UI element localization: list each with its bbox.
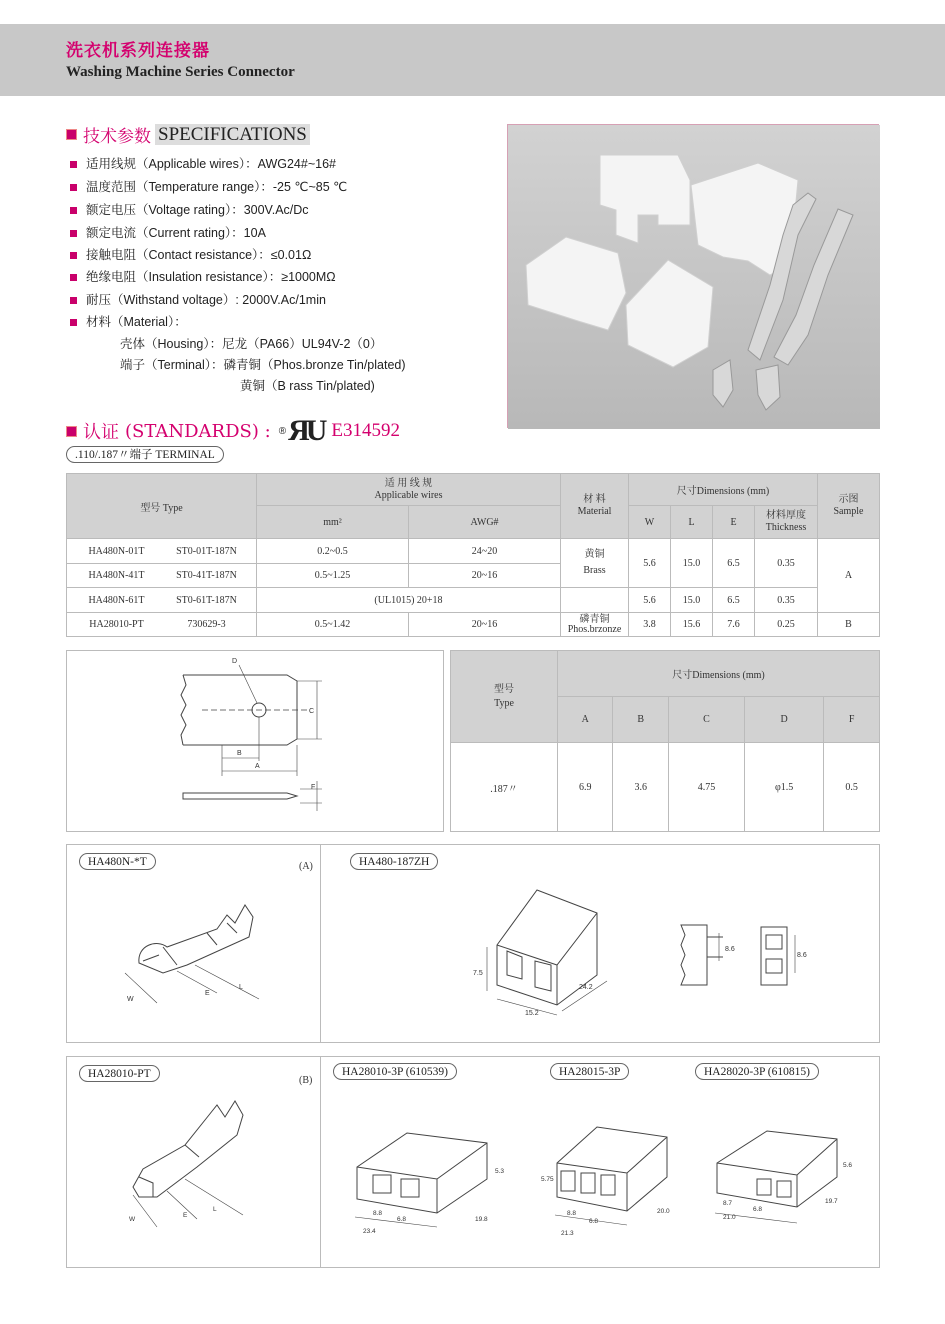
cell-c: 4.75 bbox=[668, 743, 744, 832]
th2-c: C bbox=[668, 697, 744, 743]
dim-e: E bbox=[205, 990, 210, 997]
cell-type: .187〃 bbox=[451, 743, 558, 832]
cell-a: 6.9 bbox=[558, 743, 613, 832]
cell-type: HA480N-41T bbox=[88, 570, 145, 581]
b-dim-5-75: 5.75 bbox=[541, 1176, 554, 1183]
cell-l: 15.0 bbox=[671, 539, 713, 588]
header-title-en: Washing Machine Series Connector bbox=[66, 64, 295, 80]
specs-title-en: SPECIFICATIONS bbox=[155, 124, 310, 145]
cell-sample: B bbox=[818, 613, 880, 637]
product-photo bbox=[507, 124, 879, 428]
cell-part: ST0-01T-187N bbox=[176, 545, 237, 557]
spec-item: 绝缘电阻（Insulation resistance）：≥1000MΩ bbox=[70, 267, 336, 285]
bullet-icon bbox=[70, 297, 77, 304]
b-dim-19-8: 19.8 bbox=[475, 1216, 488, 1223]
panel-b bbox=[66, 1056, 880, 1268]
dim-label-d: D bbox=[232, 658, 238, 665]
b-dim-8-8b: 8.8 bbox=[567, 1210, 577, 1217]
cell-type: HA480N-01T bbox=[88, 545, 145, 557]
spec-item: 额定电流（Current rating）：10A bbox=[70, 223, 266, 241]
cell-e: 6.5 bbox=[713, 539, 755, 588]
b-dim-6-8c: 6.8 bbox=[753, 1206, 763, 1213]
spec-item: 适用线规（Applicable wires）：AWG24#~16# bbox=[70, 154, 336, 172]
bullet-icon bbox=[70, 252, 77, 259]
b-dim-e: E bbox=[183, 1212, 188, 1219]
b-dim-6-8b: 6.8 bbox=[589, 1218, 599, 1225]
b-dim-5-3: 5.3 bbox=[495, 1168, 505, 1175]
th2-type-cn: 型号 bbox=[494, 683, 514, 695]
cell-part: ST0-41T-187N bbox=[176, 570, 237, 581]
th-w: W bbox=[629, 506, 671, 539]
cell-w: 3.8 bbox=[629, 613, 671, 637]
b-dim-19-7: 19.7 bbox=[825, 1198, 838, 1205]
cell-wire-span: (UL1015) 20+18 bbox=[257, 588, 561, 613]
cell-type: HA480N-61T bbox=[88, 594, 145, 606]
b-dim-w: W bbox=[129, 1216, 136, 1223]
b-dim-21-0: 21.0 bbox=[723, 1214, 736, 1221]
cell-thickness: 0.25 bbox=[755, 613, 818, 637]
spec-item: 接触电阻（Contact resistance）：≤0.01Ω bbox=[70, 245, 311, 263]
housing-drawing-icon bbox=[487, 890, 607, 1015]
spec-item: 材料（Material）： bbox=[70, 312, 187, 330]
spec-terminal: 端子（Terminal）：磷青铜（Phos.bronze Tin/plated) bbox=[120, 358, 406, 372]
b-dim-23-4: 23.4 bbox=[363, 1228, 376, 1235]
th-e: E bbox=[713, 506, 755, 539]
dim-15-2: 15.2 bbox=[525, 1010, 539, 1017]
cell-material-en: Brass bbox=[583, 565, 606, 576]
mark-a: (A) bbox=[299, 861, 313, 872]
dim-24-2: 24.2 bbox=[579, 984, 593, 991]
tag-ha28010-pt: HA28010-PT bbox=[79, 1065, 160, 1082]
tag-ha28015-3p: HA28015-3P bbox=[550, 1063, 629, 1080]
cell-awg: 20~16 bbox=[409, 564, 561, 588]
th-wires-cn: 适 用 线 规 bbox=[384, 477, 433, 489]
table-row bbox=[67, 613, 880, 637]
cell-material-cn: 磷青铜 bbox=[579, 613, 610, 625]
3p-housing-icon-3 bbox=[715, 1131, 837, 1223]
cell-type: HA28010-PT bbox=[89, 619, 144, 630]
spec-terminal-brass: 黄铜（B rass Tin/plated) bbox=[240, 379, 375, 393]
cell-sample: A bbox=[818, 539, 880, 613]
cell-w: 5.6 bbox=[629, 588, 671, 613]
panel-b-drawings bbox=[67, 1087, 877, 1265]
cell-part: 730629-3 bbox=[187, 619, 226, 630]
bullet-icon bbox=[66, 129, 77, 140]
dim-label-a: A bbox=[255, 763, 260, 770]
b-dim-8-8: 8.8 bbox=[373, 1210, 383, 1217]
dim-label-b: B bbox=[237, 750, 242, 757]
bullet-icon bbox=[66, 426, 77, 437]
cell-part: ST0-61T-187N bbox=[176, 594, 237, 606]
page-header bbox=[0, 24, 945, 96]
th2-a: A bbox=[558, 697, 613, 743]
cell-mm: 0.5~1.42 bbox=[257, 613, 409, 637]
dim-8-6a: 8.6 bbox=[725, 946, 735, 953]
terminal-tag: .110/.187〃端子 TERMINAL bbox=[66, 446, 224, 463]
bullet-icon bbox=[70, 184, 77, 191]
specs-title bbox=[66, 122, 310, 147]
dim-label-c: C bbox=[309, 708, 315, 715]
cell-e: 6.5 bbox=[713, 588, 755, 613]
spec-item: 额定电压（Voltage rating）：300V.Ac/Dc bbox=[70, 200, 309, 218]
th-dimensions: 尺寸Dimensions (mm) bbox=[629, 474, 818, 506]
th-l: L bbox=[671, 506, 713, 539]
tag-ha28010-3p: HA28010-3P (610539) bbox=[333, 1063, 457, 1080]
cell-thickness: 0.35 bbox=[755, 588, 818, 613]
dimension-table bbox=[450, 650, 880, 832]
cell-w: 5.6 bbox=[629, 539, 671, 588]
cell-l: 15.6 bbox=[671, 613, 713, 637]
b-dim-20-0: 20.0 bbox=[657, 1208, 670, 1215]
th-awg: AWG# bbox=[409, 506, 561, 539]
panel-a-drawings bbox=[67, 875, 877, 1035]
th-mm: mm² bbox=[257, 506, 409, 539]
b-dim-8-7: 8.7 bbox=[723, 1200, 733, 1207]
mark-b: (B) bbox=[299, 1075, 313, 1086]
spec-table bbox=[66, 473, 880, 637]
dim-w: W bbox=[127, 996, 134, 1003]
th-sample-en: Sample bbox=[833, 506, 864, 517]
terminal-dimension-drawing bbox=[66, 650, 444, 832]
table-row bbox=[451, 743, 880, 832]
bullet-icon bbox=[70, 274, 77, 281]
dim-label-f: F bbox=[311, 784, 316, 791]
th-sample-cn: 示图 bbox=[838, 494, 859, 505]
header-title-cn: 洗衣机系列连接器 bbox=[66, 41, 210, 61]
specs-title-cn: 技术参数 bbox=[83, 127, 151, 147]
th2-b: B bbox=[613, 697, 668, 743]
cell-f: 0.5 bbox=[824, 743, 880, 832]
b-terminal-icon bbox=[133, 1101, 243, 1227]
cell-mm: 0.5~1.25 bbox=[257, 564, 409, 588]
b-dim-l: L bbox=[213, 1206, 217, 1213]
standards-line bbox=[66, 414, 400, 448]
cell-d: φ1.5 bbox=[745, 743, 824, 832]
cell-material-cn: 黄铜 bbox=[584, 549, 605, 560]
ul-file-number: E314592 bbox=[331, 420, 401, 441]
standards-label-cn: 认证 bbox=[83, 422, 119, 443]
spec-item: 耐压（Withstand voltage）: 2000V.Ac/1min bbox=[70, 290, 326, 308]
th2-d: D bbox=[745, 697, 824, 743]
dim-7-5: 7.5 bbox=[473, 970, 483, 977]
th2-dimensions: 尺寸Dimensions (mm) bbox=[558, 651, 880, 697]
spec-housing: 壳体（Housing）：尼龙（PA66）UL94V-2（0） bbox=[120, 337, 383, 351]
dim-l: L bbox=[239, 984, 243, 991]
cell-awg: 20~16 bbox=[409, 613, 561, 637]
registered-icon: ® bbox=[278, 425, 287, 437]
cell-e: 7.6 bbox=[713, 613, 755, 637]
cell-thickness: 0.35 bbox=[755, 539, 818, 588]
table-row bbox=[67, 539, 880, 564]
th-material-cn: 材 料 bbox=[583, 494, 606, 505]
th-wires-en: Applicable wires bbox=[374, 489, 443, 501]
cell-b: 3.6 bbox=[613, 743, 668, 832]
th2-type-en: Type bbox=[494, 697, 514, 709]
standards-label-en: (STANDARDS) : bbox=[125, 420, 271, 442]
cell-awg: 24~20 bbox=[409, 539, 561, 564]
tag-ha480n: HA480N-*T bbox=[79, 853, 156, 870]
bullet-icon bbox=[70, 230, 77, 237]
b-dim-21-3: 21.3 bbox=[561, 1230, 574, 1237]
tag-ha480-187zh: HA480-187ZH bbox=[350, 853, 438, 870]
th-material-en: Material bbox=[577, 506, 612, 517]
th-type: 型号 Type bbox=[67, 474, 257, 539]
ul-logo-icon: ЯU bbox=[288, 414, 324, 447]
spec-item: 温度范围（Temperature range）：-25 ℃~85 ℃ bbox=[70, 177, 347, 195]
th-thickness-en: Thickness bbox=[765, 522, 807, 533]
panel-a bbox=[66, 844, 880, 1043]
bullet-icon bbox=[70, 207, 77, 214]
b-dim-6-8: 6.8 bbox=[397, 1216, 407, 1223]
bullet-icon bbox=[70, 161, 77, 168]
b-dim-5-6: 5.6 bbox=[843, 1162, 853, 1169]
th-thickness-cn: 材料厚度 bbox=[766, 510, 806, 521]
tab-drawing-icon bbox=[67, 651, 443, 831]
tag-ha28020-3p: HA28020-3P (610815) bbox=[695, 1063, 819, 1080]
th2-f: F bbox=[824, 697, 880, 743]
side-view-icon bbox=[681, 925, 795, 985]
cell-mm: 0.2~0.5 bbox=[257, 539, 409, 564]
cell-l: 15.0 bbox=[671, 588, 713, 613]
cell-material-en: Phos.brzonze bbox=[567, 623, 622, 635]
dim-8-6b: 8.6 bbox=[797, 952, 807, 959]
bullet-icon bbox=[70, 319, 77, 326]
table-row bbox=[67, 588, 880, 613]
